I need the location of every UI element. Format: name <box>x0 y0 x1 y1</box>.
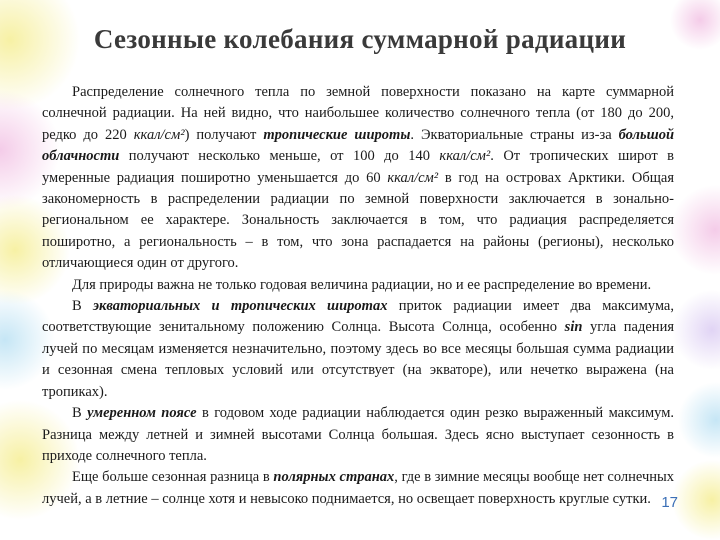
paragraph-equatorial-tropical: В экваториальных и тропических широтах приток радиации имеет два максимума, соответствующие зенитальному положению Солнца. Высота Солнца, особенно sin угла падения лучей по месяцам изменяется незначительно, поэтому здесь во все месяцы большая сумма радиации и сезонная смена тепловых условий или отсутствует (на экваторе), или нечетко выражена (на тропиках). <box>42 298 674 400</box>
bubble-lilac-right <box>672 290 720 370</box>
bubble-blue-right <box>678 382 720 458</box>
paragraph-temperate-zone: В умеренном поясе в годовом ходе радиации наблюдается один резко выраженный максимум. Разница между летней и зимней высотами Солнца большая. Здесь ясно выступает сезонность в приходе солнечного тепла. <box>42 405 675 464</box>
page-number: 17 <box>661 494 678 511</box>
paragraph-radiation-distribution: Распределение солнечного тепла по земной поверхности показано на карте суммарной солнечной радиации. На ней видно, что наибольшее количество солнечного тепла (от 180 до 200, редко до 220 ккал/см²) получают тропические широты. Экваториальные страны из-за большой облачности получают несколько меньше, от 100 до 140 ккал/см². От тропических широт в умеренные радиация поширотно уменьшается до 60 ккал/см² в год на островах Арктики. Общая закономерность в распределении радиации по земной поверхности заключается в зонально-региональном ее характере. Зональность заключается в том, что радиация распределяется поширотно, а региональность – в том, что зона распадается на районы (регионы), несколько отличающиеся один от другого. <box>42 84 675 272</box>
bubble-pink-right <box>670 185 720 275</box>
paragraph-polar-regions: Еще больше сезонная разница в полярных странах, где в зимние месяцы вообще нет солнечных лучей, а в летние – солнце хотя и невысоко поднимается, но освещает поверхность круглые сутки. <box>42 469 674 507</box>
bubble-yellow-right <box>672 460 720 540</box>
paragraph-time-distribution: Для природы важна не только годовая величина радиации, но и ее распределение во времени. <box>72 276 652 293</box>
slide-title: Сезонные колебания суммарной радиации <box>93 24 627 54</box>
slide-body <box>42 82 674 510</box>
